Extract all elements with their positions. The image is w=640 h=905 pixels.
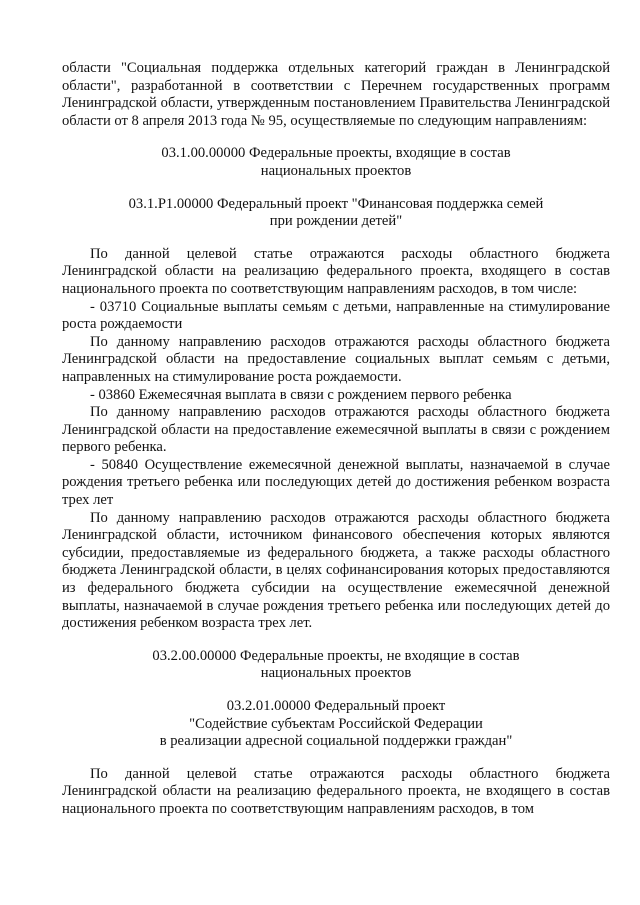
expense-item-03860: - 03860 Ежемесячная выплата в связи с рождением первого ребенка	[90, 386, 512, 403]
section-heading-federal-projects	[62, 145, 610, 180]
section-heading-line: национальных проектов	[260, 665, 412, 682]
intro-paragraph: области "Социальная поддержка отдельных категорий граждан в Ленинградской области", разработанной в соответствии с Перечнем государственных программ Ленинградской области, утвержденным постановлением Правительства Ленинградской области от 8 апреля 2013 года № 95, осуществляемые по следующим направлениям:	[62, 60, 610, 129]
subsection-heading-line: в реализации адресной социальной поддержки граждан"	[159, 733, 513, 750]
expense-item-description: По данному направлению расходов отражаются расходы областного бюджета Ленинградской области на предоставление социальных выплат семьям с детьми, направленных на стимулирование роста рождаемости.	[62, 333, 610, 385]
subsection-heading-line: 03.2.01.00000 Федеральный проект	[226, 698, 446, 714]
section-heading-line: 03.2.00.00000 Федеральные проекты, не входящие в состав	[152, 647, 520, 664]
body-paragraph: По данной целевой статье отражаются расходы областного бюджета Ленинградской области на реализацию федерального проекта, не входящего в состав национального проекта по соответствующим направлениям расходов, в том	[62, 765, 610, 817]
expense-item-50840: - 50840 Осуществление ежемесячной денежной выплаты, назначаемой в случае рождения третьего ребенка или последующих детей до достижения ребенком возраста трех лет	[62, 456, 610, 509]
expense-item-03710: - 03710 Социальные выплаты семьям с детьми, направленные на стимулирование роста рождаемости	[62, 298, 610, 333]
expense-item-description: По данному направлению расходов отражаются расходы областного бюджета Ленинградской области, источником финансового обеспечения которых являются субсидии, предоставляемые из федерального бюджета, а также расходы областного бюджета Ленинградской области, в целях софинансирования которых предоставляются из федерального бюджета субсидии на осуществление ежемесячной денежной выплаты, назначаемой в случае рождения третьего ребенка или последующих детей до достижения ребенком возраста трех лет.	[62, 509, 610, 632]
subsection-heading-family-support	[62, 196, 610, 231]
body-paragraph: По данной целевой статье отражаются расходы областного бюджета Ленинградской области на реализацию федерального проекта, входящего в состав национального проекта по соответствующим направлениям расходов, в том числе:	[62, 245, 610, 297]
expense-item-description: По данному направлению расходов отражаются расходы областного бюджета Ленинградской области на предоставление ежемесячной выплаты в связи с рождением первого ребенка.	[62, 404, 610, 456]
section-heading-line: национальных проектов	[260, 162, 412, 179]
section-heading-line: 03.1.00.00000 Федеральные проекты, входящие в состав	[161, 145, 511, 162]
subsection-heading-line: "Содействие субъектам Российской Федерации	[189, 715, 483, 732]
subsection-heading-line: при рождении детей"	[269, 213, 403, 230]
section-heading-non-national-projects	[62, 648, 610, 683]
subsection-heading-social-support	[62, 698, 610, 751]
subsection-heading-line: 03.1.P1.00000 Федеральный проект "Финансовая поддержка семей	[128, 195, 544, 212]
